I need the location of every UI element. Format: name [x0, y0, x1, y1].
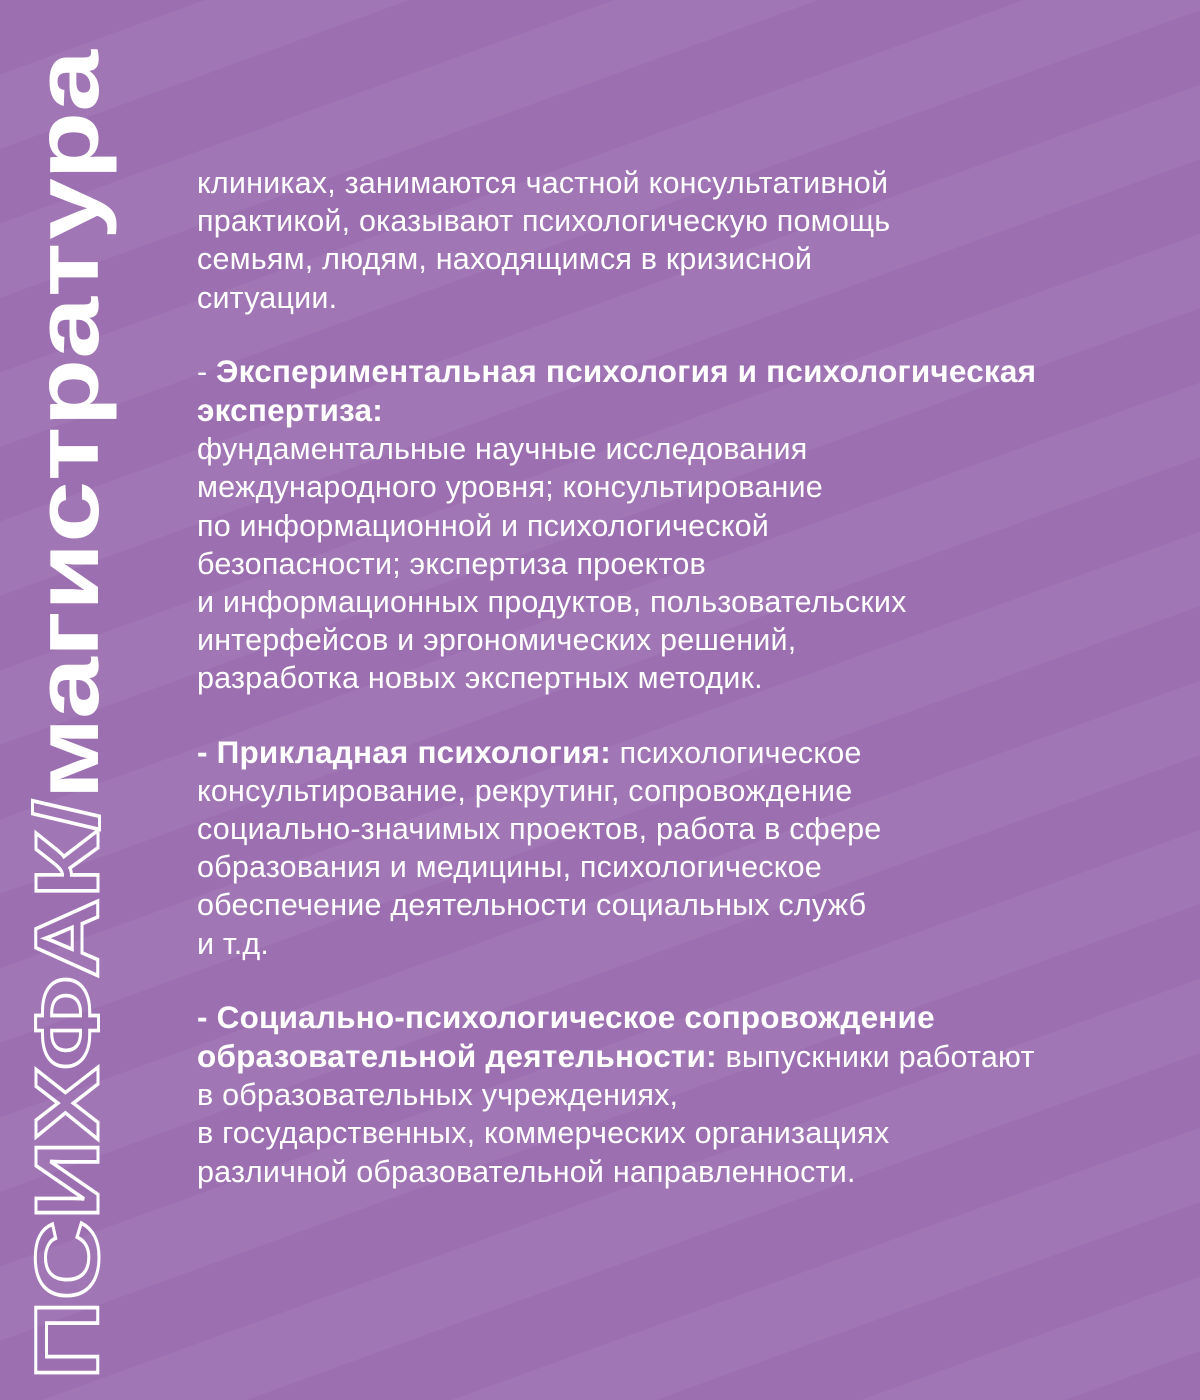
paragraph-text: социально-значимых проектов, работа в сфере — [197, 812, 882, 847]
side-title-graphic — [0, 0, 120, 1400]
paragraph-text: выпускники работают — [716, 1040, 1035, 1075]
paragraph-text: по информационной и психологической — [197, 508, 769, 543]
paragraph-text: обеспечение деятельности социальных служб — [197, 888, 867, 923]
paragraph-heading: - Прикладная психология: — [197, 733, 611, 770]
side-title-solid: магистратура — [18, 191, 118, 800]
paragraph-text: клиниках, занимаются частной консультативной — [197, 166, 889, 200]
side-title-outline: ПСИХФАК/ — [18, 909, 118, 1380]
paragraph-text: семьям, людям, находящимся в кризисной — [197, 242, 813, 277]
paragraph-text: консультирование, рекрутинг, сопровождение — [197, 773, 853, 808]
svg-text:ПСИХФАК/магистратура — [18, 49, 118, 1380]
paragraph-text: и т.д. — [197, 926, 270, 961]
paragraph-text: фундаментальные научные исследования — [197, 432, 808, 467]
paragraph-text: международного уровня; консультирование — [197, 470, 823, 505]
paragraph-text: образования и медицины, психологическое — [197, 850, 822, 885]
paragraph-text: ситуации. — [197, 280, 338, 315]
paragraph-text: в государственных, коммерческих организациях — [197, 1116, 890, 1151]
paragraph-text: безопасности; экспертиза проектов — [197, 546, 706, 581]
paragraph-experimental — [197, 352, 1057, 698]
paragraph-text: психологическое — [610, 735, 862, 770]
paragraph-lead: - — [197, 354, 217, 389]
paragraph-text: интерфейсов и эргономических решений, — [197, 623, 797, 658]
content — [197, 164, 1057, 1226]
side-title — [0, 0, 120, 1400]
paragraph-text: различной образовательной направленности. — [197, 1154, 856, 1189]
paragraph-heading: - Социально-психологическое сопровождение образовательной деятельности: — [197, 998, 935, 1075]
paragraph-text: в образовательных учреждениях, — [197, 1078, 679, 1113]
paragraph-applied — [197, 733, 1057, 963]
paragraph-heading: Экспериментальная психология и психологическая экспертиза: — [197, 352, 1037, 429]
paragraph-social — [197, 998, 1057, 1191]
paragraph-text: практикой, оказывают психологическую помощь — [197, 204, 891, 239]
paragraph-clinical — [197, 164, 1057, 317]
paragraph-text: и информационных продуктов, пользовательских — [197, 585, 907, 620]
paragraph-text: разработка новых экспертных методик. — [197, 661, 763, 696]
